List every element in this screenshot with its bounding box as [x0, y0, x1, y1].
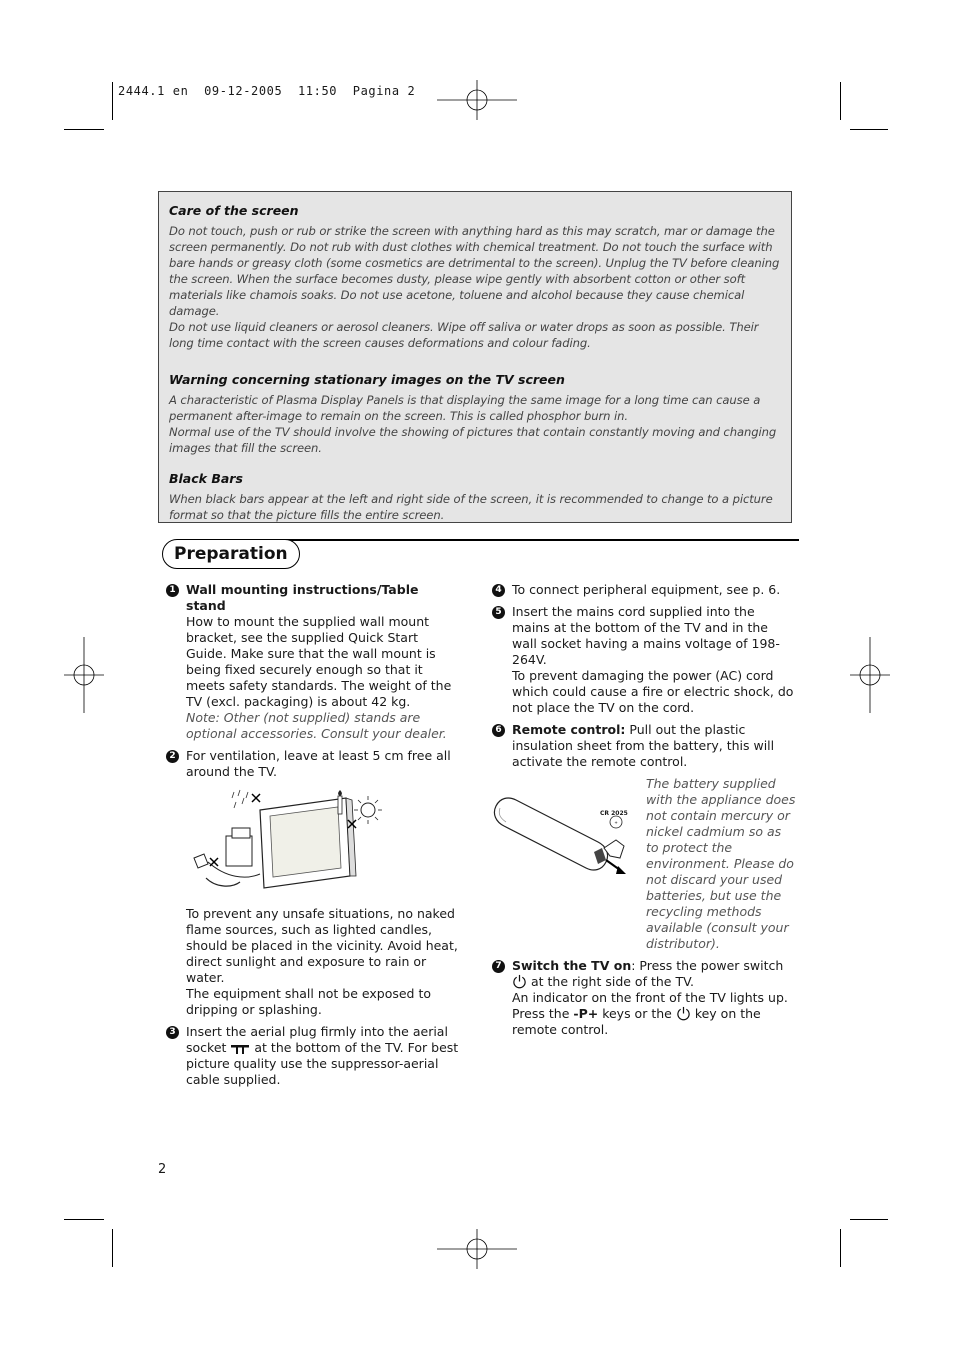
care-section-title: Black Bars [169, 471, 243, 486]
section-heading: Preparation [162, 539, 300, 569]
step-text [512, 958, 796, 990]
remote-illustration [490, 776, 640, 896]
power-icon [512, 974, 527, 989]
program-keys-label: -P+ [573, 1006, 599, 1021]
care-paragraph: Do not use liquid cleaners or aerosol cleaners. Wipe off saliva or water drops as soon as possible. Their long time contact with the screen causes deformations and colour fading. [169, 320, 759, 350]
tv-safety-illustration [186, 788, 386, 896]
step-text-part: at the right side of the TV. [530, 974, 694, 989]
step-text: How to mount the supplied wall mount bracket, see the supplied Quick Start Guide. Make sure that the wall mount is being fixed securely enough so that it meets safety standards. The weight of the TV (excl. packaging) is about 42 kg. [186, 614, 452, 709]
step-text-part: : Press the power switch [631, 958, 784, 973]
step-text: Insert the mains cord supplied into the mains at the bottom of the TV and in the wall socket having a mains voltage of 198-264V. [512, 604, 780, 667]
step-number: 2 [166, 750, 179, 763]
step-3 [164, 1024, 460, 1088]
step-number: 4 [492, 584, 505, 597]
step-number: 7 [492, 960, 505, 973]
step-number: 3 [166, 1026, 179, 1039]
step-4 [490, 582, 796, 598]
step-text: To prevent damaging the power (AC) cord which could cause a fire or electric shock, do not place the TV on the cord. [512, 668, 794, 715]
registration-mark-right [850, 637, 890, 713]
preparation-left-column [164, 582, 460, 1094]
care-section-title: Warning concerning stationary images on the TV screen [169, 372, 565, 387]
registration-mark-top [437, 80, 517, 120]
step-text-part: Pull out the plastic insulation sheet from the battery, this will activate the remote control. [512, 722, 775, 769]
care-paragraph: When black bars appear at the left and right side of the screen, it is recommended to change to a picture format so that the picture fills the entire screen. [169, 492, 773, 522]
power-icon [676, 1006, 691, 1021]
step-text [512, 1006, 796, 1038]
battery-note: The battery supplied with the appliance does not contain mercury or nickel cadmium so as to protect the environment. Please do not discard your used batteries, but use the recycling methods available (consult your distributor). [646, 776, 796, 951]
step-text-part: Press the [512, 1006, 570, 1021]
step-1 [164, 582, 460, 742]
page-number: 2 [158, 1162, 167, 1177]
step-text: To prevent any unsafe situations, no naked flame sources, such as lighted candles, should be placed in the vicinity. Avoid heat, direct sunlight and exposure to rain or water. [186, 906, 458, 985]
care-box [158, 191, 792, 523]
care-section-black-bars [169, 470, 781, 523]
step-number: 6 [492, 724, 505, 737]
step-number: 5 [492, 606, 505, 619]
step-text-part: key on the remote control. [512, 1006, 761, 1037]
step-text-part: at the bottom of the TV. For best picture quality use the suppressor-aerial cable supplied. [186, 1040, 459, 1087]
care-section-screen [169, 202, 781, 351]
care-section-stationary-images [169, 371, 781, 456]
step-text-part: Insert the aerial plug firmly into the aerial socket [186, 1024, 448, 1055]
remote-control-icon [490, 776, 640, 896]
step-title: Remote control: [512, 722, 626, 737]
step-text [512, 722, 796, 770]
step-title: Switch the TV on [512, 958, 632, 973]
step-2 [164, 748, 460, 1018]
step-title: Wall mounting instructions/Table stand [186, 582, 419, 613]
step-text: To connect peripheral equipment, see p. 6. [512, 582, 781, 597]
step-number: 1 [166, 584, 179, 597]
battery-label: CR 2025 [600, 810, 628, 817]
step-text [186, 1024, 460, 1088]
step-text-part: keys or the [602, 1006, 672, 1021]
step-5 [490, 604, 796, 716]
step-6 [490, 722, 796, 770]
care-paragraph: Do not touch, push or rub or strike the screen with anything hard as this may scratch, mar or damage the screen permanently. Do not rub with dust clothes with chemical treatment. Do not touch the surface with bare hands or greasy cloth (some cosmetics are detrimental to the screen). Unplug the TV before cleaning the screen. When the surface becomes dusty, please wipe gently with absorbent cotton or other soft materials like chamois soaks. Do not use acetone, toluene and alcohol because they cause chemical damage. [169, 224, 780, 318]
print-header: 2444.1 en 09-12-2005 11:50 Pagina 2 [118, 84, 416, 98]
aerial-socket-icon [230, 1043, 250, 1055]
care-paragraph: Normal use of the TV should involve the showing of pictures that contain constantly moving and changing images that fill the screen. [169, 425, 777, 455]
care-section-title: Care of the screen [169, 203, 299, 218]
preparation-right-column [490, 582, 796, 1044]
svg-text:+: + [614, 820, 618, 825]
registration-mark-bottom [437, 1229, 517, 1269]
step-text: An indicator on the front of the TV lights up. [512, 990, 788, 1005]
battery-block [490, 776, 796, 952]
step-note: Note: Other (not supplied) stands are optional accessories. Consult your dealer. [186, 710, 447, 741]
step-text: The equipment shall not be exposed to dripping or splashing. [186, 986, 432, 1017]
care-paragraph: A characteristic of Plasma Display Panels is that displaying the same image for a long time can cause a permanent after-image to remain on the screen. This is called phosphor burn in. [169, 393, 761, 423]
step-text: For ventilation, leave at least 5 cm free all around the TV. [186, 748, 451, 779]
registration-mark-left [64, 637, 104, 713]
step-7 [490, 958, 796, 1038]
